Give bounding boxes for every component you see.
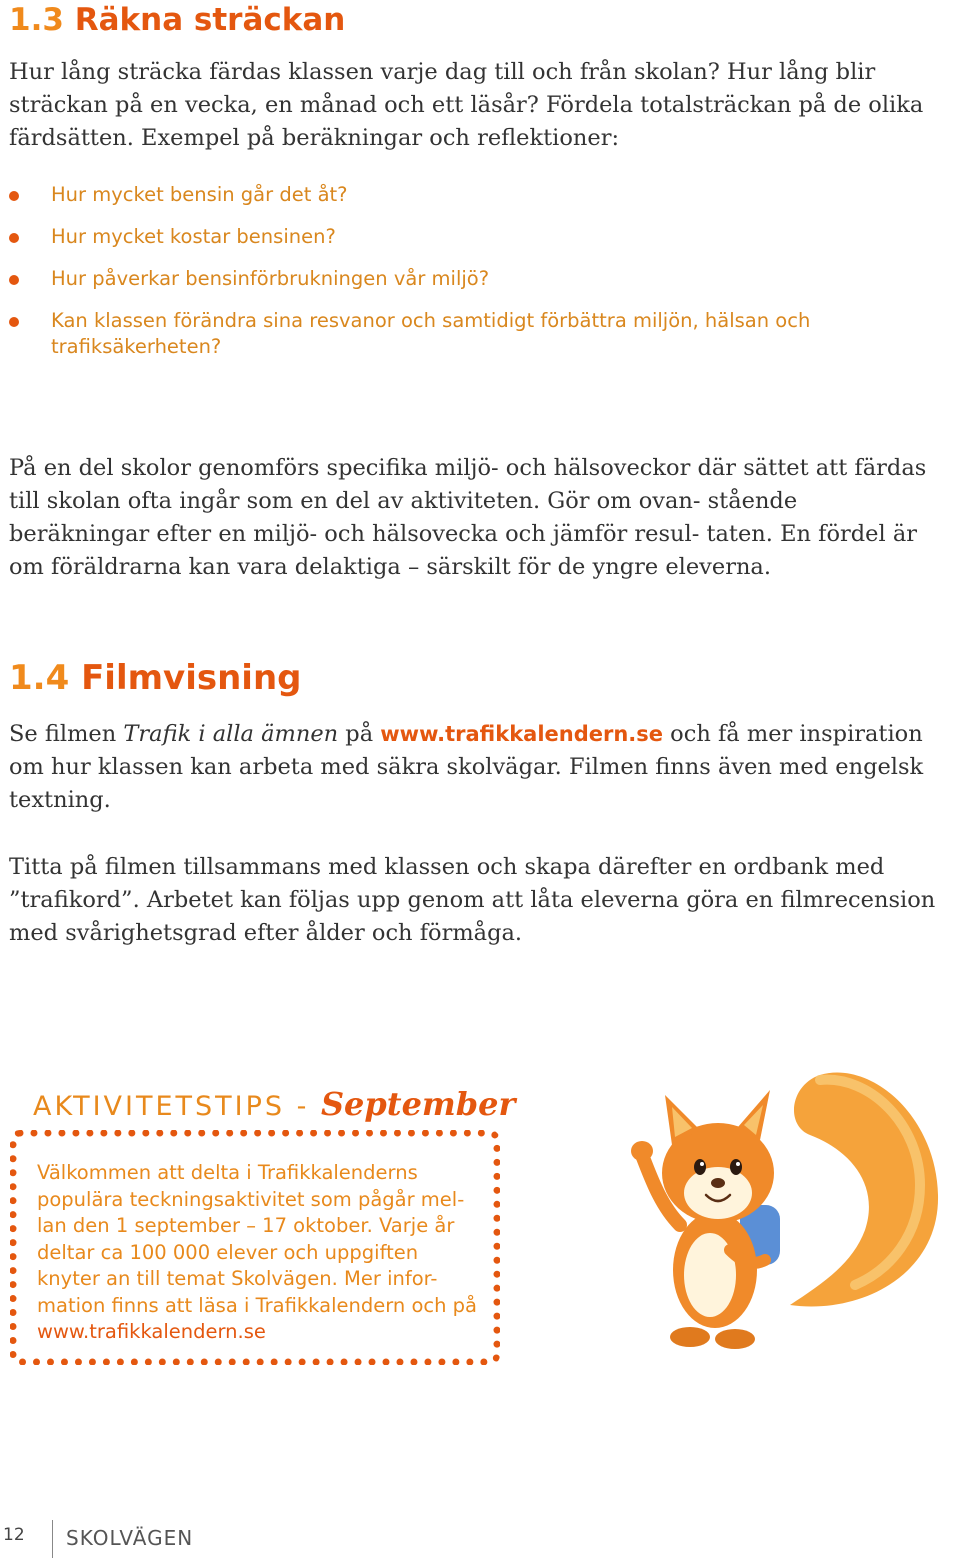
film-followup-paragraph: Titta på filmen tillsammans med klassen och skapa därefter en ordbank med ”trafikord”. Arbetet kan följas upp genom att låta eleverna göra en filmrecension med svårighetsgrad efter ålder och förmåga. <box>9 854 936 946</box>
section-1-3-heading <box>9 2 345 38</box>
tips-pa: på <box>452 1293 477 1317</box>
film-paragraph <box>9 718 939 817</box>
list-item-text: Hur mycket bensin går det åt? <box>51 183 348 206</box>
bullet-icon <box>9 275 19 285</box>
squirrel-illustration <box>620 1055 955 1370</box>
running-title: SKOLVÄGEN <box>66 1526 194 1550</box>
tips-label: AKTIVITETSTIPS - <box>33 1091 321 1122</box>
list-item <box>9 308 909 360</box>
page-number: 12 <box>3 1525 25 1545</box>
bullet-icon <box>9 317 19 327</box>
film-lead-text: Se filmen <box>9 721 124 747</box>
intro-paragraph: Hur lång sträcka färdas klassen varje dag till och från skolan? Hur lång blir sträckan på en vecka, en månad och ett läsår? Fördela totalsträckan på de olika färdsätten. Exempel på beräkningar och reflektioner: <box>9 59 924 151</box>
film-on-text: på <box>338 721 381 747</box>
activity-tips-text <box>37 1160 477 1346</box>
section-title: Filmvisning <box>81 658 302 698</box>
section-1-4-heading <box>9 658 302 698</box>
section-title: Räkna sträckan <box>74 2 346 38</box>
list-item <box>9 182 909 208</box>
tips-body: Välkommen att delta i Trafikkalenderns populära teckningsaktivitet som pågår mel- lan den 1 september – 17 oktober. Varje år deltar ca 100 000 elever och uppgiften knyter an till temat Skolvägen. Mer infor- mation finns att läsa i Trafikkalendern och <box>37 1161 465 1317</box>
activity-tips-title <box>33 1085 515 1123</box>
list-item-text: Hur påverkar bensinförbrukningen vår miljö? <box>51 267 490 290</box>
reflection-list <box>9 182 909 376</box>
list-item <box>9 224 909 250</box>
health-week-paragraph: På en del skolor genomförs specifika miljö- och hälsoveckor där sättet att färdas till skolan ofta ingår som en del av aktiviteten. Gör om ovan- stående beräkningar efter en miljö- och hälsovecka och jämför resul- taten. En fördel är om föräldrarna kan vara delaktiga – särskilt för de yngre eleverna. <box>9 455 927 580</box>
bullet-icon <box>9 233 19 243</box>
footer-divider <box>52 1520 53 1558</box>
list-item-text: Kan klassen förändra sina resvanor och samtidigt förbättra miljön, hälsan och trafiksäkerheten? <box>51 309 811 358</box>
film-title: Trafik i alla ämnen <box>123 721 339 747</box>
trafikkalendern-link[interactable]: www.trafikkalendern.se <box>380 722 664 746</box>
tips-month: September <box>320 1085 516 1123</box>
list-item <box>9 266 909 292</box>
film-rest-text: och få mer inspiration om hur klassen kan arbeta med säkra skolvägar. Filmen finns även med engelsk textning. <box>9 721 924 813</box>
bullet-icon <box>9 191 19 201</box>
tips-link[interactable]: www.trafikkalendern.se <box>37 1320 266 1343</box>
section-number: 1.3 <box>9 2 64 38</box>
section-number: 1.4 <box>9 658 70 698</box>
list-item-text: Hur mycket kostar bensinen? <box>51 225 336 248</box>
